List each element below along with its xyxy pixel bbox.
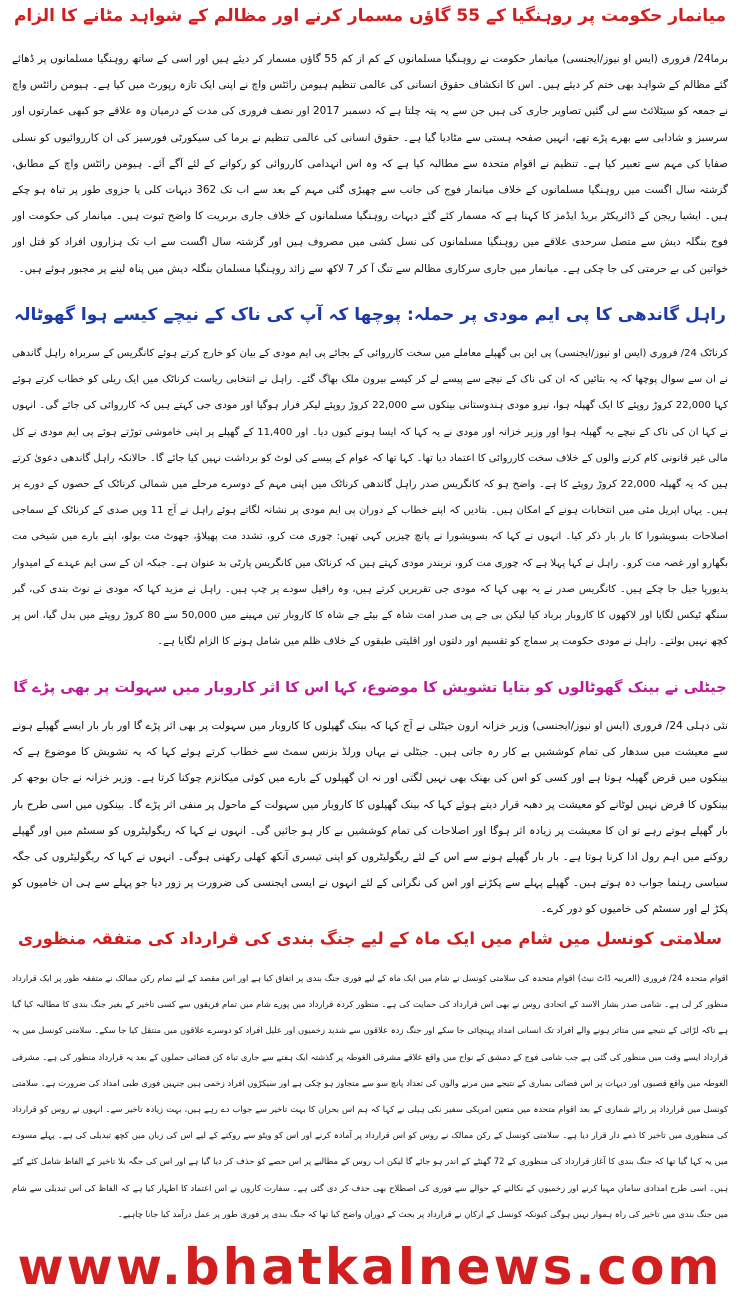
article-3-headline: جیٹلی نے بینک گھوٹالوں کو بتایا تشویش کا موضوع، کہا اس کا اثر کاروبار میں سہولت پر بھی پڑے گا — [13, 680, 727, 696]
article-4-headline: سلامتی کونسل میں شام میں ایک ماہ کے لیے جنگ بندی کی قرارداد کی متفقہ منظوری — [18, 929, 722, 948]
article-2-headline: راہل گاندھی کا پی ایم مودی پر حملہ: پوچھا کہ آپ کی ناک کے نیچے کیسے ہوا گھوٹالہ — [14, 305, 726, 325]
article-1-headline: میانمار حکومت پر روہنگیا کے 55 گاؤں مسمار کرنے اور مظالم کے شواہد مٹانے کا الزام — [13, 6, 727, 26]
article-2-body: کرناٹک 24/ فروری (ایس او نیوز/ایجنسی) پی این بی گھپلے معاملے میں سخت کارروائی کے بجائے پی ایم مودی کے بیان کو خارج کرتے ہوئے کانگریس کے سربراہ راہل گاندھی نے ان سے سوال پوچھا کہ یہ بتائیں کہ ان کی ناک کے نیچے سے پیسے لے کر کیسے بیرون ملک بھاگ گئے۔ راہل نے انتخابی ریاست کرناٹک میں ایک ریلی کو خطاب کرتے ہوئے کہا 22,000 کروڑ روپئے کا ایک گھپلہ ہوا، نیرو مودی ہندوستانی بینکوں سے 22,000 کروڑ روپئے لیکر فرار ہوگیا اور مودی جی کہتے ہیں کہ کارروائی کی جائے گی۔ انہوں نے کہا ان کی ناک کے نیچے یہ گھپلہ ہوا اور وزیر خزانہ اور مودی نے یہ کہا کہ ایسا ہونے کیوں دیا۔ اور 11,400 کے گھپلے پر اپنی خاموشی توڑتے ہوئے پی ایم مودی نے کل مالی غیر قانونی کام کرنے والوں کے خلاف سخت کارروائی کا اعتماد دیا تھا۔ کہا تھا کہ عوام کے پیسے کی لوٹ کو برداشت نہیں کیا جائے گا۔ حالانکہ راہل گاندھی دعویٰ کرتے ہیں کہ یہ گھپلہ 22,000 کروڑ روپئے کا ہے۔ واضح ہو کہ کانگریس صدر راہل گاندھی کرناٹک میں اپنی مہم کے دوسرے مرحلے میں شمالی کرناٹک کے حصوں کے دورے پر ہیں۔ یہاں اپریل مئی میں انتخابات ہونے کے امکان ہیں۔ بتادیں کہ اپنے خطاب کے دوران پی ایم مودی پر نشانہ لگاتے ہوئے راہل نے آج 11 ویں صدی کے کرناٹک کے سماجی اصلاحات بسویشورا کا بار بار ذکر کیا۔ انہوں نے کہا کہ بسویشورا نے پانچ چیزیں کہی تھیں: چوری مت کرو، تشدد مت پھیلاؤ، جھوٹ مت بولو، اپنے بارے میں شیخی مت بگھارو اور غصہ مت کرو۔ راہل نے کہا پہلا ہے کہ چوری مت کرو، نریندر مودی کہتے ہیں کہ کرناٹک میں کانگریس پارٹی بد عنوان ہے۔ جبکہ ان کے سی ایم عہدے کے امیدوار یدیورپا جیل جا چکے ہیں۔ کانگریس صدر نے یہ بھی کہا کہ مودی جی تقریریں کرتے ہیں، وہ رافیل سودے پر چپ ہیں۔ راہل نے مزید کہا کہ مودی نے نوٹ بندی کی، گبر سنگھ ٹیکس لگایا اور لاکھوں کا کاروبار برباد کیا لیکن بی جے پی صدر امت شاہ کے بیٹے جے شاہ کا کاروبار تین مہینے میں 50,000 سے 80 کروڑ روپئے میں بدل گیا، اس پر کچھ نہیں بولتے۔ راہل نے مودی حکومت پر سماج کو تقسیم اور دلتوں اور اقلیتی طبقوں کے خلاف ظلم میں شامل ہونے کا الزام لگایا ہے۔ — [12, 348, 728, 648]
site-url-footer: www.bhatkalnews.com — [17, 1238, 723, 1296]
article-4-body: اقوام متحدہ 24/ فروری (العربیہ ڈاٹ نیٹ) اقوام متحدہ کی سلامتی کونسل نے شام میں ایک ماہ کے لیے فوری جنگ بندی پر اتفاق کیا ہے اور اس مقصد کے لیے تمام رکن ممالک نے متفقہ طور پر ایک قرارداد منظور کر لی ہے۔ شامی صدر بشار الاسد کے اتحادی روس نے بھی اس قرارداد کی حمایت کی ہے۔ منظور کردہ قرارداد میں پورے شام میں تمام فریقوں سے کسی تاخیر کے بغیر جنگ بندی کا مطالبہ کیا گیا ہے تاکہ لڑائی کے نتیجے میں متاثر ہونے والے افراد تک انسانی امداد پہنچائی جا سکے اور جنگ زدہ علاقوں سے شدید زخمیوں اور علیل افراد کو دوسرے علاقوں میں منتقل کیا جا سکے۔ سلامتی کونسل میں یہ قرارداد ایسے وقت میں منظور کی گئی ہے جب شامی فوج کے دمشق کے نواح میں واقع علاقے مشرقی الغوطہ پر گذشتہ ایک ہفتے سے جاری تباہ کن فضائی حملوں کے بعد یہ قرارداد منظور کی ہے۔ مشرقی الغوطہ میں واقع قصبوں اور دیہات پر اس فضائی بمباری کے نتیجے میں مرنے والوں کی تعداد پانچ سو سے متجاوز ہو چکی ہے اور سیکڑوں افراد زخمی ہیں جنہیں فوری طبی امداد کی ضرورت ہے۔ سلامتی کونسل میں قرارداد پر رائے شماری کے بعد اقوام متحدہ میں متعین امریکی سفیر نکی ہیلی نے کہا کہ ہم اس بحران کا بہت تاخیر سے جواب دے رہے ہیں، بہت زیادہ تاخیر سے۔ انہوں نے روس کو قرارداد کی منظوری میں تاخیر کا ذمے دار قرار دیا ہے۔ سلامتی کونسل کے رکن ممالک نے روس کو اس قرارداد پر آمادہ کرنے اور اس کو ویٹو سے روکنے کے لیے اس کی زبان میں کچھ تبدیلی کی ہے۔ پہلے مسودے میں یہ کہا گیا تھا کہ جنگ بندی کا آغاز قرارداد کی منظوری کے 72 گھنٹے کے اندر ہو جائے گا لیکن اب روس کے مطالبے پر اس حصے کو حذف کر دیا گیا ہے اور اس کی جگہ بلا تاخیر کے الفاظ شامل کئے گئے ہیں۔ اسی طرح امدادی سامان مہیا کرنے اور زخمیوں کے نکالنے کے حوالے سے فوری کی اصطلاح بھی حذف کر دی گئی ہے۔ سفارت کاروں نے اس اعتماد کا اظہار کیا ہے کہ الفاظ کی اس تبدیلی سے شام میں جنگ بندی میں تاخیر کی راہ ہموار نہیں ہوگی کیونکہ کونسل کے ارکان نے قرارداد پر بحث کے دوران واضح کیا تھا کہ جنگ بندی پر فوری طور پر عمل درآمد کیا جانا چاہیے۔ — [12, 973, 728, 1219]
article-1-body: برما24/ فروری (ایس او نیوز/ایجنسی) میانمار حکومت نے روہنگیا مسلمانوں کے کم از کم 55 گاؤں مسمار کر دیئے ہیں اور اسی کے ساتھ روہنگیا مسلمانوں پر ڈھائے گئے مظالم کے شواہد بھی ختم کر دیئے ہیں۔ اس کا انکشاف حقوق انسانی کی عالمی تنظیم ہیومن رائٹس واچ نے اپنی ایک تازہ رپورٹ میں کیا ہے۔ ہیومن رائٹس واچ نے جمعہ کو سیٹلائٹ سے لی گئیں تصاویر جاری کی ہیں جن سے یہ پتہ چلتا ہے کہ دسمبر 2017 اور نصف فروری کی مدت کے درمیان وہ علاقے جو کبھی عمارتوں اور سرسبز و شادابی سے بھرے پڑے تھے، انہیں صفحہ ہستی سے مٹادیا گیا ہے۔ حقوق انسانی کی عالمی تنظیم نے برما کی سیکورٹی فورسیز کی ان کارروائیوں کو نسلی صفایا کی مہم سے تعبیر کیا ہے۔ تنظیم نے اقوام متحدہ سے مطالبہ کیا ہے کہ وہ اس انہدامی کارروائی کو رکوانے کے لئے آگے آئے۔ ہیومن رائٹس واچ کے مطابق، گزشتہ سال اگست میں روہنگیا مسلمانوں کے خلاف میانمار فوج کی جانب سے چھیڑی گئی مہم کے بعد سے اب تک 362 دیہات کلی یا جزوی طور پر تباہ ہو چکے ہیں۔ ایشیا ریجن کے ڈائریکٹر بریڈ ایڈمز کا کہنا ہے کہ مسمار کئے گئے دیہات روہنگیا مسلمانوں کے خلاف جاری بربریت کا واضح ثبوت ہیں۔ میانمار کی حکومت اور فوج بنگلہ دیش سے متصل سرحدی علاقے میں روہنگیا مسلمانوں کی نسل کشی میں مصروف ہیں اور گزشتہ سال اگست سے اب تک ہزاروں افراد کو قتل اور خواتین کی بے حرمتی کی جا چکی ہے۔ میانمار میں جاری سرکاری مظالم سے تنگ آ کر 7 لاکھ سے زائد روہنگیا مسلمان بنگلہ دیش میں پناہ لینے پر مجبور ہوئے ہیں۔ — [12, 53, 728, 275]
article-3-body: نئی دہلی 24/ فروری (ایس او نیوز/ایجنسی) وزیر خزانہ ارون جیٹلی نے آج کہا کہ بینک گھپلوں کا کاروبار میں سہولت پر بھی اثر پڑے گا اور بار بار ایسے گھپلے ہونے سے معیشت میں سدھار کی تمام کوششیں بے کار رہ جاتی ہیں۔ جیٹلی نے یہاں ورلڈ بزنس سمٹ سے خطاب کرتے ہوئے کہا کہ یہ تشویش کا موضوع ہے کہ بینکوں میں قرض گھپلہ ہوتا ہے اور کسی کو اس کی بھنک بھی نہیں لگتی اور نہ ان گھپلوں کے بارے میں کوئی میکانزم چوکنا کرتا ہے۔ وزیر خزانہ نے جان بوجھ کر بینکوں کا قرض نہیں لوٹانے کو معیشت پر دھبہ قرار دیتے ہوئے کہا کہ بینک گھپلوں کا کاروبار میں سہولت کے ماحول پر منفی اثر پڑے گا۔ بینکوں میں اسی طرح بار بار گھپلے ہوتے رہے تو ان کا معیشت پر زیادہ اثر ہوگا اور اصلاحات کی تمام کوششیں بے کار ہو جائیں گی۔ انہوں نے کہا کہ ریگولیٹروں کو سسٹم میں اور گھپلے روکنے میں اہم رول ادا کرنا ہوتا ہے۔ بار بار گھپلے ہونے سے اس کے لئے ریگولیٹروں کو اپنی تیسری آنکھ کھلی رکھنی ہوگی۔ انہوں نے کہا کہ ریگولیٹروں کی جگہ سیاسی رہنما جواب دہ ہوتے ہیں۔ گھپلے پہلے سے پکڑنے اور اس کی نگرانی کے لئے انہوں نے ایسی ایجنسی کی ضرورت پر زور دیا جو پہلے سے ہی ان خامیوں کو پکڑ لے اور سسٹم کی خامیوں کو دور کرے۔ — [12, 720, 728, 916]
